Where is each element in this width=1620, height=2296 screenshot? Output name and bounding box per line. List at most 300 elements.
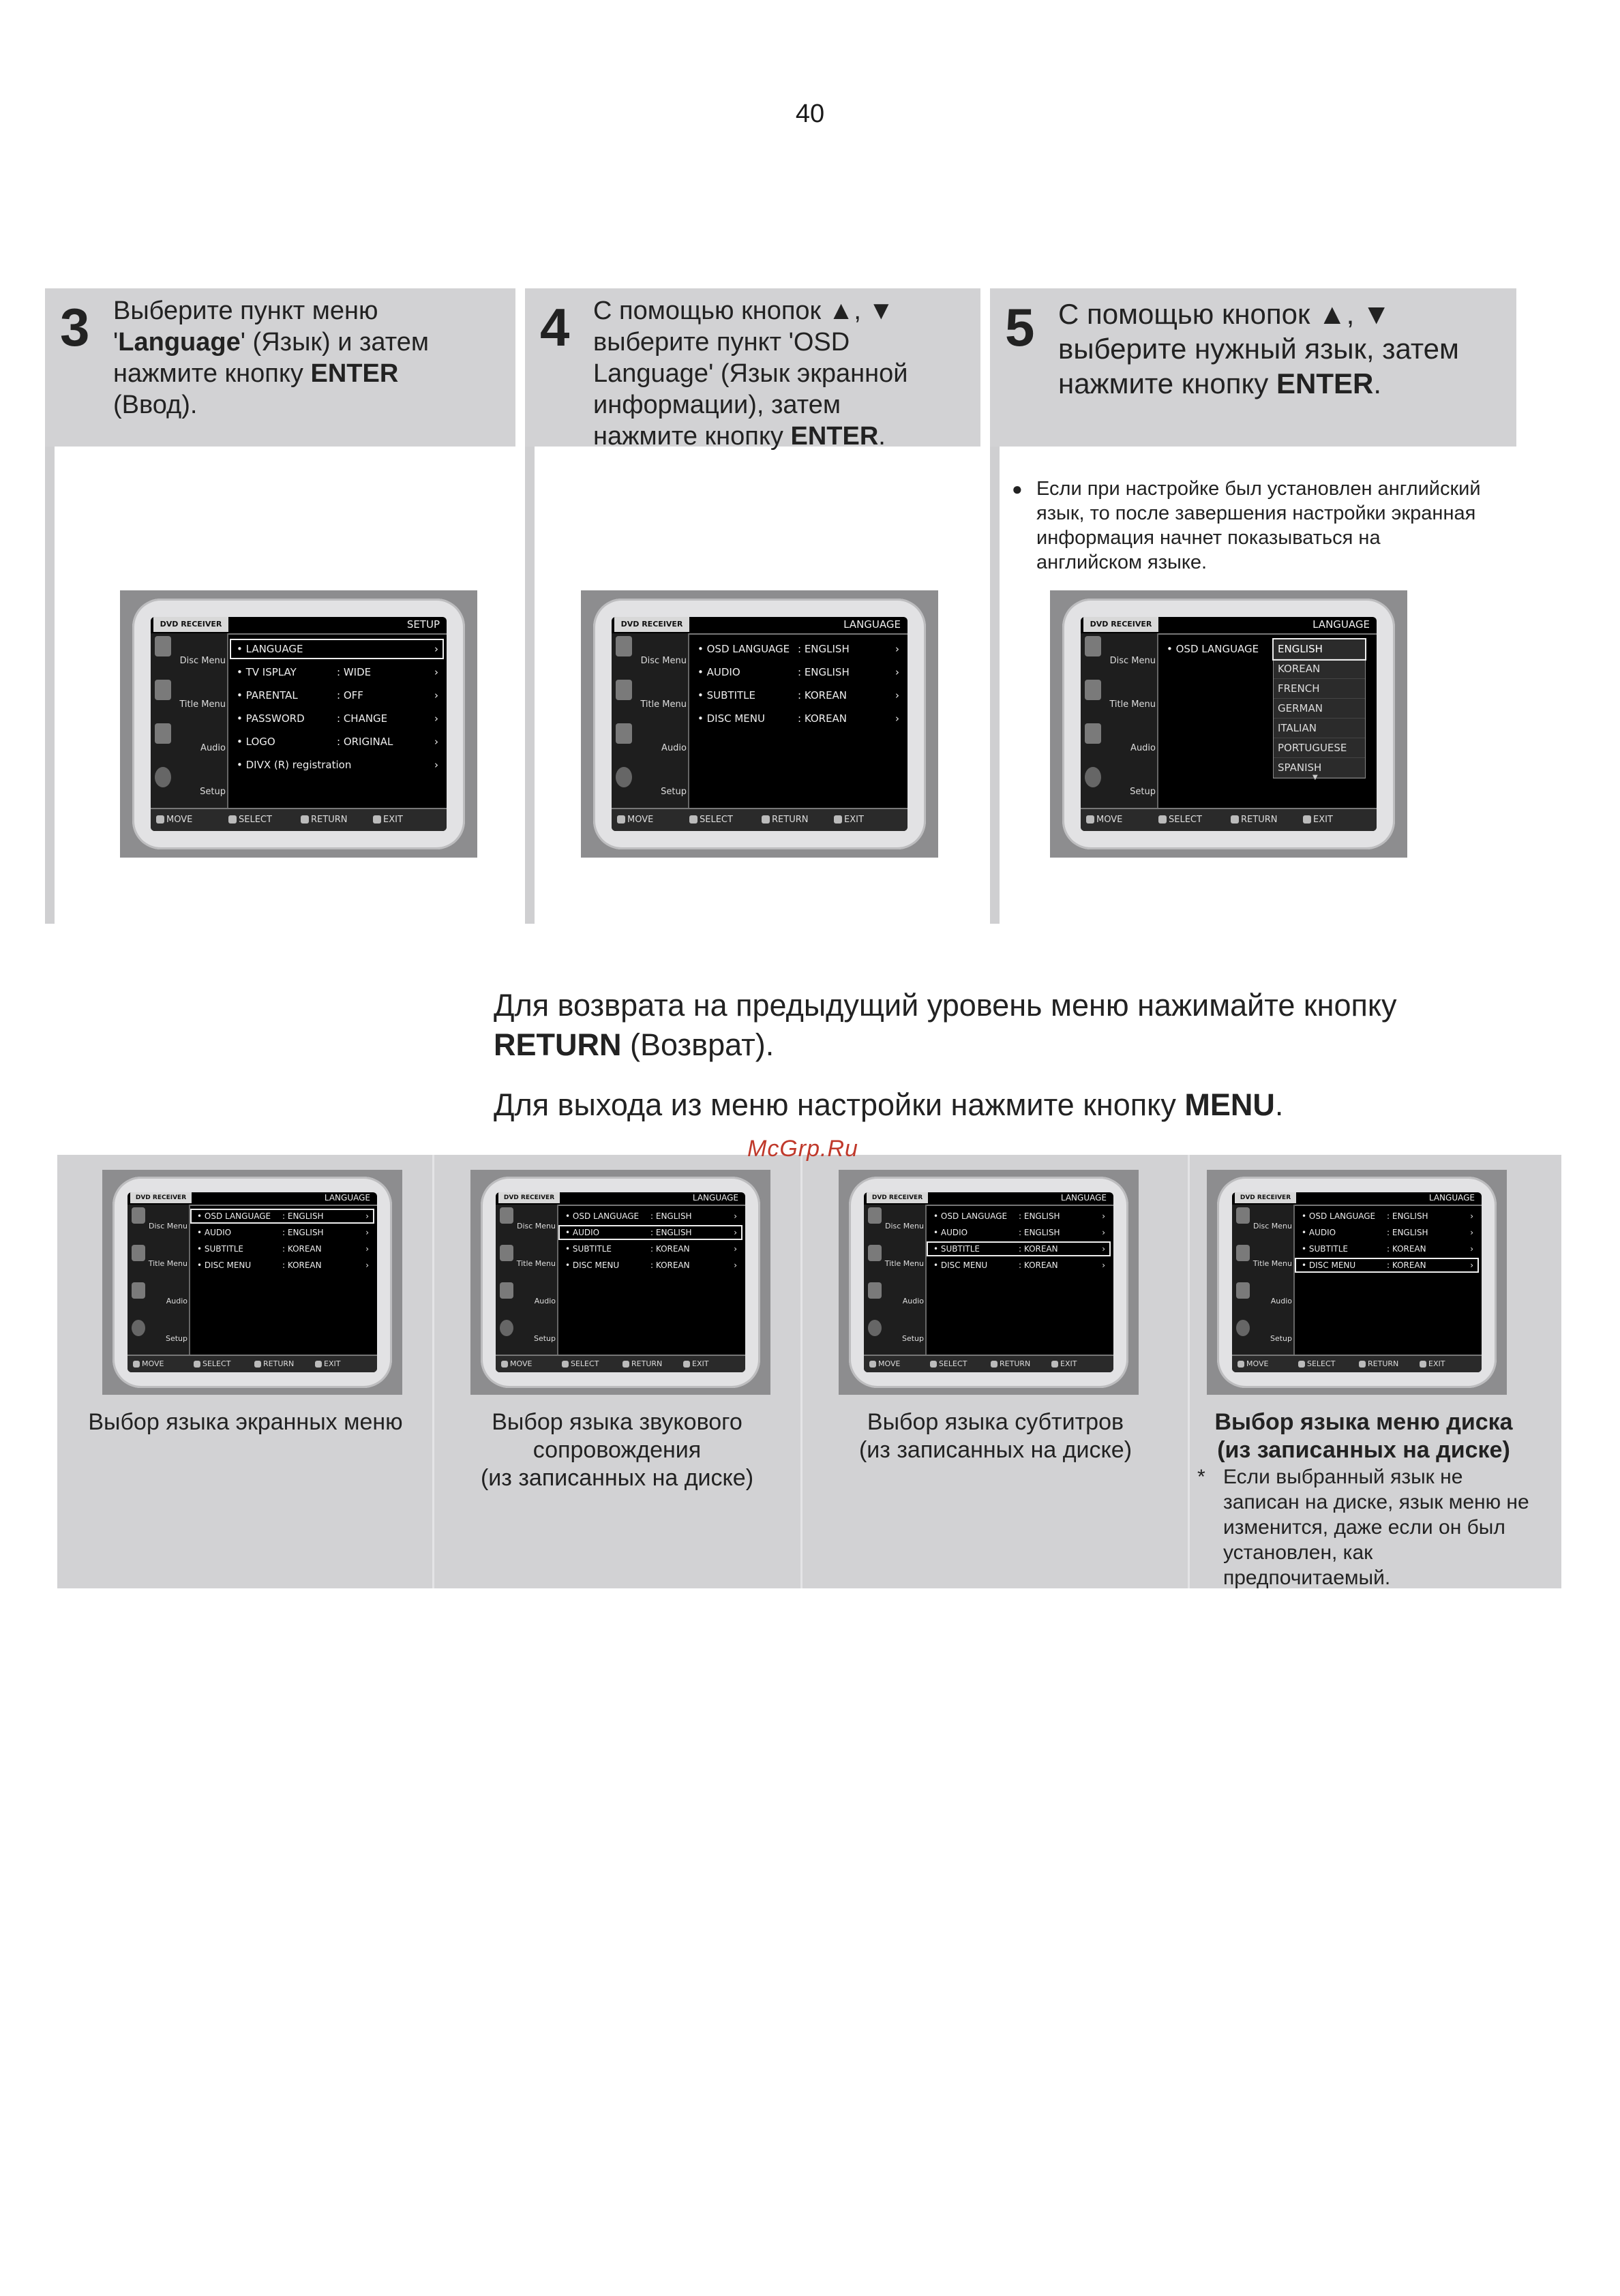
sidebar-item [496, 1280, 557, 1307]
menu-row [692, 663, 903, 681]
menu-row [192, 1259, 373, 1271]
menu-row [1296, 1243, 1478, 1255]
step-text-part: С помощью кнопок ▲, ▼ [1058, 298, 1391, 330]
title-icon [132, 1245, 145, 1261]
step-text [1058, 297, 1459, 401]
row-key: • PARENTAL [237, 689, 298, 701]
step-text-part: ENTER [1276, 367, 1374, 399]
arrow-icon: › [1102, 1260, 1105, 1270]
row-key: • LOGO [237, 736, 275, 748]
step-text-part: выберите пункт 'OSD [593, 328, 850, 357]
row-value: : KOREAN [1387, 1244, 1426, 1254]
row-key: • AUDIO [197, 1228, 232, 1237]
sidebar-label: Title Menu [148, 1259, 188, 1268]
dvd-receiver-label: DVD RECEIVER [153, 617, 228, 632]
return-line1: Для возврата на предыдущий уровень меню нажимайте кнопку [494, 988, 1397, 1023]
caption-line: Выбор языка звукового [492, 1409, 742, 1435]
language-options [1273, 639, 1366, 779]
step-text-part: . [1373, 367, 1381, 399]
row-value: : ENGLISH [1019, 1228, 1060, 1237]
sidebar-item [612, 721, 688, 755]
footer-move: MOVE [133, 1359, 164, 1368]
arrow-icon: › [434, 643, 438, 655]
row-key: • DISC MENU [933, 1260, 988, 1270]
sidebar-item [127, 1205, 189, 1232]
sidebar-item [612, 764, 688, 798]
screen-footer [1081, 808, 1377, 831]
sidebar-item [127, 1317, 189, 1344]
footer-return: RETURN [1231, 815, 1277, 825]
sidebar-label: Title Menu [640, 699, 687, 710]
step-text-part: нажмите кнопку [1058, 367, 1276, 399]
row-key: • DIVX (R) registration [237, 759, 352, 771]
menu-row [560, 1210, 741, 1222]
menu-row [560, 1259, 741, 1271]
menu-key: MENU [1184, 1087, 1275, 1122]
screen-setup-menu [120, 590, 477, 858]
footer-exit: EXIT [373, 815, 403, 825]
arrow-icon: › [434, 689, 438, 701]
row-value: : KOREAN [798, 689, 847, 701]
screen-display [1081, 617, 1377, 831]
row-key: • AUDIO [933, 1228, 968, 1237]
sidebar-label: Setup [1270, 1334, 1292, 1343]
sidebar-label: Audio [166, 1297, 188, 1305]
sidebar-item [151, 764, 227, 798]
caption-line: (из записанных на диске) [858, 1437, 1132, 1463]
step-line [1058, 331, 1459, 366]
arrow-icon: › [734, 1244, 737, 1254]
row-key: • OSD LANGUAGE [933, 1211, 1008, 1221]
step-text-part: (Ввод). [113, 391, 198, 419]
row-value: : KOREAN [1387, 1260, 1426, 1270]
language-option: SPANISH [1274, 758, 1365, 778]
screen-footer [864, 1355, 1113, 1372]
row-key: • OSD LANGUAGE [698, 643, 790, 655]
note-text: Если выбранный язык не записан на диске, язык меню не изменится, даже если он был установлен, как предпочитаемый. [1223, 1466, 1529, 1589]
row-key: • SUBTITLE [197, 1244, 243, 1254]
sidebar-item [127, 1242, 189, 1269]
step-text-part: Language' (Язык экранной [593, 359, 908, 388]
menu-row [231, 686, 442, 704]
arrow-icon: › [365, 1244, 369, 1254]
sidebar-label: Disc Menu [1109, 656, 1156, 666]
sidebar-item [151, 633, 227, 667]
footer-return: RETURN [1359, 1359, 1398, 1368]
bullet: ● [1012, 479, 1023, 499]
menu-title: LANGUAGE [843, 618, 901, 631]
sidebar-label: Disc Menu [148, 1222, 188, 1230]
language-option: KOREAN [1274, 659, 1365, 679]
screen-display [127, 1192, 377, 1372]
arrow-icon: › [734, 1228, 737, 1237]
footer-move: MOVE [156, 815, 192, 825]
row-value: : KOREAN [798, 712, 847, 725]
gear-icon [500, 1320, 513, 1336]
row-key: • PASSWORD [237, 712, 305, 725]
sidebar-item [864, 1280, 925, 1307]
step-text-part: ENTER [310, 359, 399, 388]
sidebar-item [864, 1317, 925, 1344]
step-text-part: нажмите кнопку [593, 422, 791, 451]
screen-sidebar [496, 1205, 558, 1355]
footer-move: MOVE [869, 1359, 900, 1368]
menu-row [928, 1210, 1109, 1222]
screen-header [151, 617, 447, 635]
language-option: GERMAN [1274, 699, 1365, 719]
arrow-icon: › [365, 1228, 369, 1237]
menu-row [692, 710, 903, 727]
row-value: : ENGLISH [1019, 1211, 1060, 1221]
step-line [113, 358, 429, 389]
step-text-part: ' (Язык) и затем [240, 328, 429, 357]
step-text-part: Language [118, 328, 241, 357]
row-value: : ENGLISH [798, 666, 850, 678]
disc-icon [155, 636, 171, 656]
asterisk: * [1197, 1466, 1205, 1488]
row-value: : ENGLISH [1387, 1228, 1428, 1237]
screen-header [127, 1192, 377, 1206]
row-value: : KOREAN [282, 1260, 322, 1270]
row-key: • AUDIO [565, 1228, 600, 1237]
row-key: • TV ISPLAY [237, 666, 297, 678]
arrow-icon: › [1470, 1260, 1473, 1270]
screen-sidebar [127, 1205, 190, 1355]
sidebar-item [1081, 721, 1157, 755]
footer-select: SELECT [194, 1359, 230, 1368]
dvd-receiver-label: DVD RECEIVER [1083, 617, 1158, 632]
speaker-icon [616, 723, 632, 744]
sidebar-label: Title Menu [516, 1259, 556, 1268]
step-number: 5 [1005, 297, 1035, 357]
screen-header [612, 617, 907, 635]
row-value: : ENGLISH [282, 1211, 324, 1221]
screen-display [612, 617, 907, 831]
step-line [113, 327, 429, 358]
row-value: : ENGLISH [1387, 1211, 1428, 1221]
caption-line: Выбор языка меню диска [1214, 1409, 1513, 1435]
menu-title: SETUP [406, 618, 440, 631]
sidebar-label: Disc Menu [1252, 1222, 1292, 1230]
screen-footer [127, 1355, 377, 1372]
sidebar-item [1232, 1242, 1293, 1269]
screen-subtitle-selected [839, 1170, 1139, 1395]
disc-icon [616, 636, 632, 656]
row-value: : CHANGE [337, 712, 388, 725]
gear-icon [132, 1320, 145, 1336]
menu-row [928, 1259, 1109, 1271]
dvd-receiver-label: DVD RECEIVER [867, 1192, 928, 1203]
disc-icon [1236, 1207, 1250, 1224]
footer-move: MOVE [1238, 1359, 1268, 1368]
language-option: PORTUGUESE [1274, 738, 1365, 758]
menu-row [692, 640, 903, 658]
menu-title: LANGUAGE [1060, 1193, 1107, 1203]
screen-header [1081, 617, 1377, 635]
screen-audio-selected [470, 1170, 770, 1395]
arrow-icon: › [895, 666, 899, 678]
screen-display [151, 617, 447, 831]
screen-osd-selected [102, 1170, 402, 1395]
footer-select: SELECT [1158, 815, 1202, 825]
step-line [593, 295, 908, 327]
down-arrow-icon: ▼ [1312, 774, 1318, 781]
speaker-icon [132, 1282, 145, 1299]
menu-row [231, 663, 442, 681]
footer-select: SELECT [930, 1359, 967, 1368]
footer-select: SELECT [689, 815, 733, 825]
row-value: : KOREAN [1019, 1260, 1058, 1270]
step-text-part: нажмите кнопку [113, 359, 311, 388]
sidebar-label: Disc Menu [179, 656, 226, 666]
step-text-part: выберите нужный язык, затем [1058, 333, 1459, 365]
row-key: • SUBTITLE [1302, 1244, 1348, 1254]
row-value: : ENGLISH [798, 643, 850, 655]
menu-row [231, 733, 442, 751]
menu-row [928, 1226, 1109, 1239]
screen-footer [496, 1355, 745, 1372]
sidebar-label: Disc Menu [640, 656, 687, 666]
menu-row [692, 686, 903, 704]
arrow-icon: › [434, 736, 438, 748]
row-value: : WIDE [337, 666, 372, 678]
row-key: • DISC MENU [197, 1260, 252, 1270]
footer-move: MOVE [501, 1359, 532, 1368]
sidebar-label: Setup [1130, 787, 1156, 797]
step-text-part: С помощью кнопок ▲, ▼ [593, 297, 895, 325]
menu-title: LANGUAGE [692, 1193, 738, 1203]
footer-exit: EXIT [834, 815, 864, 825]
sidebar-label: Audio [200, 743, 226, 753]
arrow-icon: › [365, 1260, 369, 1270]
sidebar-label: Setup [533, 1334, 556, 1343]
title-icon [1085, 680, 1101, 700]
menu-row [231, 756, 442, 774]
return-line2: (Возврат). [621, 1027, 775, 1062]
caption-audio [436, 1408, 798, 1492]
menu-row [192, 1243, 373, 1255]
gear-icon [155, 767, 171, 787]
sidebar-item [496, 1317, 557, 1344]
row-value: : OFF [337, 689, 363, 701]
screen-footer [1232, 1355, 1482, 1372]
disc-icon [868, 1207, 882, 1224]
sidebar-label: Setup [661, 787, 687, 797]
speaker-icon [1085, 723, 1101, 744]
arrow-icon: › [895, 712, 899, 725]
language-option: ENGLISH [1274, 639, 1365, 659]
sidebar-label: Audio [534, 1297, 556, 1305]
step-line [593, 389, 908, 421]
screen-sidebar [1081, 633, 1158, 808]
sidebar-label: Setup [200, 787, 226, 797]
sidebar-item [151, 677, 227, 711]
gear-icon [1236, 1320, 1250, 1336]
sidebar-item [864, 1242, 925, 1269]
screen-header [864, 1192, 1113, 1206]
disc-icon [132, 1207, 145, 1224]
language-option: FRENCH [1274, 679, 1365, 699]
step-text-part: ENTER [790, 422, 879, 451]
arrow-icon: › [895, 643, 899, 655]
page-number: 40 [795, 100, 825, 128]
screen-sidebar [151, 633, 228, 808]
arrow-icon: › [1102, 1244, 1105, 1254]
exit-instruction [494, 1085, 1283, 1125]
separator [800, 1155, 802, 1588]
footer-return: RETURN [991, 1359, 1030, 1368]
step-line [593, 327, 908, 358]
sidebar-label: Title Menu [1252, 1259, 1292, 1268]
menu-row [231, 640, 442, 658]
arrow-icon: › [434, 759, 438, 771]
row-value: : KOREAN [282, 1244, 322, 1254]
screen-footer [612, 808, 907, 831]
title-icon [1236, 1245, 1250, 1261]
step-text-part: информации), затем [593, 391, 841, 419]
menu-row [560, 1243, 741, 1255]
footer-select: SELECT [562, 1359, 599, 1368]
step-text [593, 295, 908, 452]
row-value: : ENGLISH [650, 1211, 692, 1221]
sidebar-label: Audio [1130, 743, 1156, 753]
sidebar-label: Audio [902, 1297, 924, 1305]
menu-title: LANGUAGE [324, 1193, 370, 1203]
disc-icon [500, 1207, 513, 1224]
row-key: • OSD LANGUAGE [1302, 1211, 1376, 1221]
arrow-icon: › [365, 1211, 369, 1221]
row-key: • LANGUAGE [237, 643, 303, 655]
row-value: : ENGLISH [650, 1228, 692, 1237]
arrow-icon: › [434, 712, 438, 725]
footer-return: RETURN [762, 815, 808, 825]
arrow-icon: › [1102, 1211, 1105, 1221]
separator [432, 1155, 434, 1588]
speaker-icon [500, 1282, 513, 1299]
row-value: : ENGLISH [282, 1228, 324, 1237]
sidebar-item [496, 1242, 557, 1269]
caption-line: (из записанных на диске) [1217, 1437, 1510, 1463]
arrow-icon: › [1470, 1211, 1473, 1221]
title-icon [500, 1245, 513, 1261]
dvd-receiver-label: DVD RECEIVER [614, 617, 689, 632]
step-line [113, 295, 429, 327]
menu-title: LANGUAGE [1428, 1193, 1475, 1203]
dvd-receiver-label: DVD RECEIVER [498, 1192, 560, 1203]
sidebar-item [1081, 764, 1157, 798]
menu-row [928, 1243, 1109, 1255]
arrow-icon: › [734, 1211, 737, 1221]
step-line [593, 358, 908, 389]
step-line [1058, 366, 1459, 401]
step-text-part: . [878, 422, 886, 451]
row-key: • DISC MENU [1302, 1260, 1356, 1270]
return-instruction [494, 986, 1397, 1065]
step-text-part: Выберите пункт меню [113, 297, 378, 325]
sidebar-item [612, 633, 688, 667]
menu-row [1296, 1226, 1478, 1239]
footer-exit: EXIT [1420, 1359, 1445, 1368]
screen-footer [151, 808, 447, 831]
sidebar-item [151, 721, 227, 755]
gear-icon [1085, 767, 1101, 787]
sidebar-item [496, 1205, 557, 1232]
menu-row [1161, 640, 1270, 658]
dvd-receiver-label: DVD RECEIVER [1235, 1192, 1296, 1203]
row-key: • AUDIO [1302, 1228, 1336, 1237]
speaker-icon [155, 723, 171, 744]
menu-row [192, 1210, 373, 1222]
sidebar-label: Title Menu [884, 1259, 924, 1268]
step-line [1058, 297, 1459, 331]
sidebar-label: Audio [1270, 1297, 1292, 1305]
gear-icon [616, 767, 632, 787]
sidebar-label: Setup [901, 1334, 924, 1343]
screen-sidebar [612, 633, 689, 808]
title-icon [155, 680, 171, 700]
row-key: • AUDIO [698, 666, 740, 678]
screen-header [1232, 1192, 1482, 1206]
footer-move: MOVE [617, 815, 653, 825]
caption-disc-menu [1193, 1408, 1534, 1464]
arrow-icon: › [434, 666, 438, 678]
note-text: Если при настройке был установлен английский язык, то после завершения настройки экранная информация начнет показываться на английском языке. [1036, 478, 1481, 573]
sidebar-item [1232, 1317, 1293, 1344]
screen-osd-list [1050, 590, 1407, 858]
row-key: • OSD LANGUAGE [565, 1211, 640, 1221]
sidebar-item [864, 1205, 925, 1232]
footer-exit: EXIT [1051, 1359, 1077, 1368]
row-key: • SUBTITLE [698, 689, 755, 701]
watermark: McGrp.Ru [747, 1136, 858, 1162]
caption-osd [68, 1408, 423, 1436]
footer-exit: EXIT [315, 1359, 340, 1368]
screen-language-menu [581, 590, 938, 858]
screen-display [1232, 1192, 1482, 1372]
row-value: : KOREAN [650, 1244, 690, 1254]
step-line [113, 389, 429, 421]
sidebar-label: Disc Menu [516, 1222, 556, 1230]
footer-return: RETURN [301, 815, 347, 825]
row-key: • SUBTITLE [933, 1244, 980, 1254]
footer-exit: EXIT [683, 1359, 708, 1368]
sidebar-label: Disc Menu [884, 1222, 924, 1230]
sidebar-label: Audio [661, 743, 687, 753]
row-value: : KOREAN [650, 1260, 690, 1270]
footer-select: SELECT [1298, 1359, 1335, 1368]
sidebar-item [1232, 1205, 1293, 1232]
arrow-icon: › [1470, 1244, 1473, 1254]
exit-post: . [1274, 1087, 1284, 1122]
footer-return: RETURN [622, 1359, 662, 1368]
footer-move: MOVE [1086, 815, 1122, 825]
dvd-receiver-label: DVD RECEIVER [130, 1192, 192, 1203]
title-icon [616, 680, 632, 700]
screen-disc-menu-selected [1207, 1170, 1507, 1395]
speaker-icon [1236, 1282, 1250, 1299]
arrow-icon: › [1102, 1228, 1105, 1237]
title-icon [868, 1245, 882, 1261]
step-text-part: ' [113, 328, 119, 357]
caption-line: Выбор языка экранных меню [88, 1409, 403, 1435]
menu-title: LANGUAGE [1312, 618, 1370, 631]
footer-return: RETURN [254, 1359, 294, 1368]
arrow-icon: › [1470, 1228, 1473, 1237]
step-number: 4 [540, 297, 570, 357]
footer-exit: EXIT [1303, 815, 1333, 825]
step-number: 3 [60, 297, 90, 357]
menu-row [231, 710, 442, 727]
